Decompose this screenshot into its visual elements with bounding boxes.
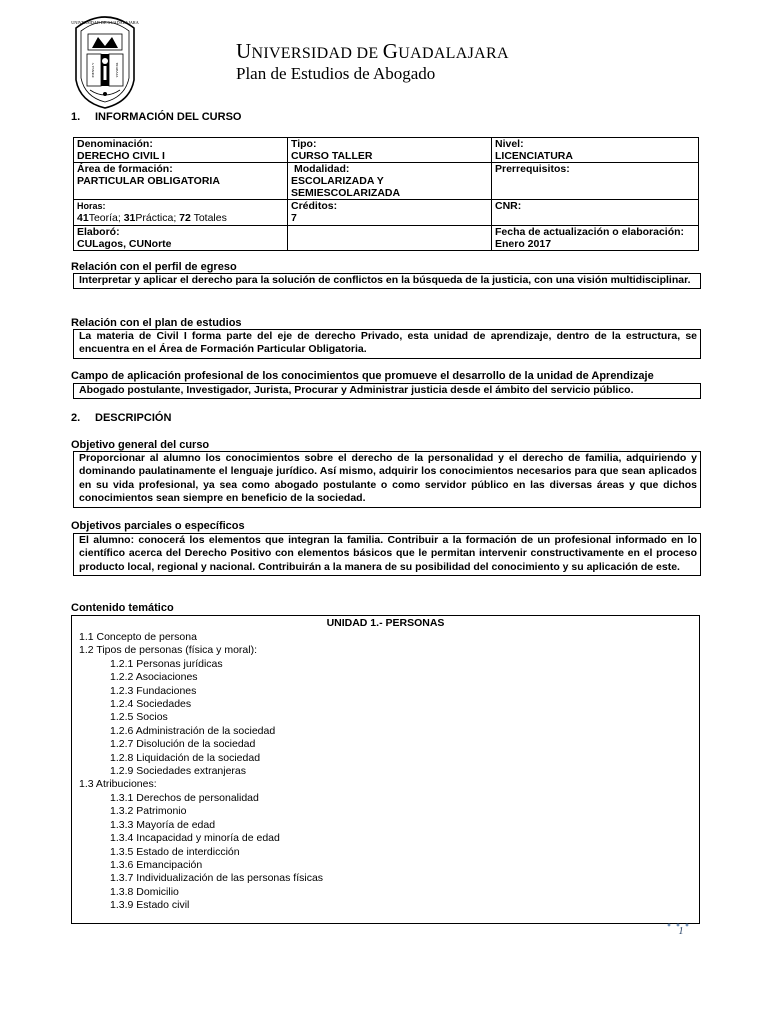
content-subitem: 1.2.5 Socios [110, 711, 168, 724]
objetivo-general-heading: Objetivo general del curso [71, 439, 210, 451]
cell-elaboro [74, 226, 288, 251]
content-subitem: 1.2.7 Disolución de la sociedad [110, 738, 256, 751]
course-info-table [73, 137, 699, 251]
university-name-initial: U [236, 39, 252, 63]
modalidad-value-2: SEMIESCOLARIZADA [291, 187, 401, 199]
page-number: 1 [678, 926, 684, 937]
elaboro-value: CULagos, CUNorte [77, 238, 172, 250]
content-subitem: 1.2.9 Sociedades extranjeras [110, 765, 247, 778]
objetivo-general-box: Proporcionar al alumno los conocimientos sobre el derecho de la personalidad y el derecho de familia, adquiriendo y dominando paulatinamente el lenguaje jurídico. Así mismo, adquirir los conocimientos necesarios para que sean aplicados en su vida profesional, ya sea como abogado postulante o como servidor público en las diversas áreas y que dichos conocimientos sean siempre en beneficio de la sociedad. [73, 451, 701, 508]
content-item: 1.1 Concepto de persona [79, 631, 197, 643]
horas-value [77, 212, 227, 224]
campo-box: Abogado postulante, Investigador, Jurista, Procurar y Administrar justicia desde el ámbito del servicio público. [73, 383, 701, 399]
horas-teoria-label: Teoría; [88, 212, 124, 224]
objetivos-parciales-box: El alumno: conocerá los elementos que integran la familia. Contribuir a la formación de un profesional informado en lo científico acerca del Derecho Positivo con elementos básicos que le permitan intervenir constructivamente en el proceso producto local, regional y nacional. Contribuirán a la manera de su posibilidad del conocimiento y su aplicación de este. [73, 533, 701, 576]
perfil-box: Interpretar y aplicar el derecho para la solución de conflictos en la búsqueda de la justicia, con una visión multidisciplinar. [73, 273, 701, 289]
modalidad-value-1: ESCOLARIZADA Y [291, 175, 384, 187]
content-subitem: 1.3.2 Patrimonio [110, 805, 187, 818]
perfil-heading: Relación con el perfil de egreso [71, 261, 237, 273]
contenido-heading: Contenido temático [71, 602, 174, 614]
plan-heading: Relación con el plan de estudios [71, 317, 242, 329]
horas-teoria: 41 [77, 212, 89, 224]
content-subitem: 1.3.8 Domicilio [110, 885, 179, 898]
area-label: Área de formación: [77, 163, 173, 175]
creditos-label: Créditos: [291, 200, 338, 212]
section-1-title: INFORMACIÓN DEL CURSO [95, 111, 242, 123]
contenido-list [79, 631, 323, 913]
seal-left-motto: PIENSA Y [91, 62, 95, 78]
horas-total: 72 [179, 212, 191, 224]
university-name [236, 38, 509, 64]
cell-modalidad [288, 163, 492, 200]
cell-prerrequisitos [492, 163, 699, 200]
content-subitem: 1.3.6 Emancipación [110, 858, 203, 871]
content-subitem: 1.2.4 Sociedades [110, 698, 192, 711]
section-2-heading [71, 412, 171, 426]
cell-empty [288, 226, 492, 251]
denominacion-value: DERECHO CIVIL I [77, 150, 165, 162]
cell-tipo [288, 138, 492, 163]
cell-creditos [288, 200, 492, 226]
content-item: 1.3 Atribuciones: [79, 778, 157, 791]
horas-total-label: Totales [190, 212, 227, 224]
fecha-label: Fecha de actualización o elaboración: [495, 226, 685, 238]
unit-title: UNIDAD 1.- PERSONAS [326, 617, 445, 629]
horas-practica-label: Práctica; [135, 212, 180, 224]
contenido-box [71, 615, 700, 924]
modalidad-label: Modalidad: [294, 163, 350, 175]
fecha-value: Enero 2017 [495, 238, 552, 250]
plan-title: Plan de Estudios de Abogado [236, 64, 436, 83]
nivel-label: Nivel: [495, 138, 524, 150]
content-subitem: 1.3.9 Estado civil [110, 899, 190, 912]
content-subitem: 1.3.1 Derechos de personalidad [110, 791, 259, 804]
objetivos-parciales-heading: Objetivos parciales o específicos [71, 520, 245, 532]
plan-box: La materia de Civil I forma parte del eje de derecho Privado, esta unidad de aprendizaje, dentro de la estructura, se encuentra en el Área de Formación Particular Obligatoria. [73, 329, 701, 359]
content-subitem: 1.2.3 Fundaciones [110, 684, 197, 697]
university-seal [70, 10, 140, 110]
denominacion-label: Denominación: [77, 138, 153, 150]
nivel-value: LICENCIATURA [495, 150, 573, 162]
prerrequisitos-label: Prerrequisitos: [495, 163, 570, 175]
seal-ring-text: UNIVERSIDAD DE GUADALAJARA [71, 20, 139, 25]
content-subitem: 1.2.1 Personas jurídicas [110, 657, 223, 670]
content-subitem: 1.2.8 Liquidación de la sociedad [110, 751, 261, 764]
content-subitem: 1.3.7 Individualización de las personas físicas [110, 872, 324, 885]
tipo-value: CURSO TALLER [291, 150, 373, 162]
cell-horas [74, 200, 288, 226]
content-subitem: 1.3.4 Incapacidad y minoría de edad [110, 832, 280, 845]
content-subitem: 1.3.5 Estado de interdicción [110, 845, 240, 858]
content-subitem: 1.2.2 Asociaciones [110, 671, 198, 684]
tipo-label: Tipo: [291, 138, 317, 150]
creditos-value: 7 [291, 212, 297, 224]
section-1-heading [71, 111, 241, 125]
area-value: PARTICULAR OBLIGATORIA [77, 175, 220, 187]
cell-nivel [492, 138, 699, 163]
horas-practica: 31 [123, 212, 136, 224]
university-name-part1: NIVERSIDAD DE [251, 45, 383, 62]
university-name-initial-g: G [382, 39, 399, 63]
cell-cnr [492, 200, 699, 226]
horas-label: Horas: [77, 201, 106, 211]
university-name-part2: UADALAJARA [398, 45, 509, 62]
section-2-title: DESCRIPCIÓN [95, 412, 172, 424]
section-1-number: 1. [71, 111, 81, 123]
cell-area [74, 163, 288, 200]
campo-heading: Campo de aplicación profesional de los conocimientos que promueve el desarrollo de la unidad de Aprendizaje [71, 370, 654, 382]
cell-denominacion [74, 138, 288, 163]
content-item: 1.2 Tipos de personas (física y moral): [79, 644, 257, 657]
content-subitem: 1.2.6 Administración de la sociedad [110, 724, 276, 737]
cell-fecha [492, 226, 699, 251]
section-2-number: 2. [71, 412, 81, 424]
seal-right-motto: TRABAJA [115, 62, 119, 78]
content-subitem: 1.3.3 Mayoría de edad [110, 818, 216, 831]
cnr-label: CNR: [495, 200, 522, 212]
elaboro-label: Elaboró: [77, 226, 120, 238]
